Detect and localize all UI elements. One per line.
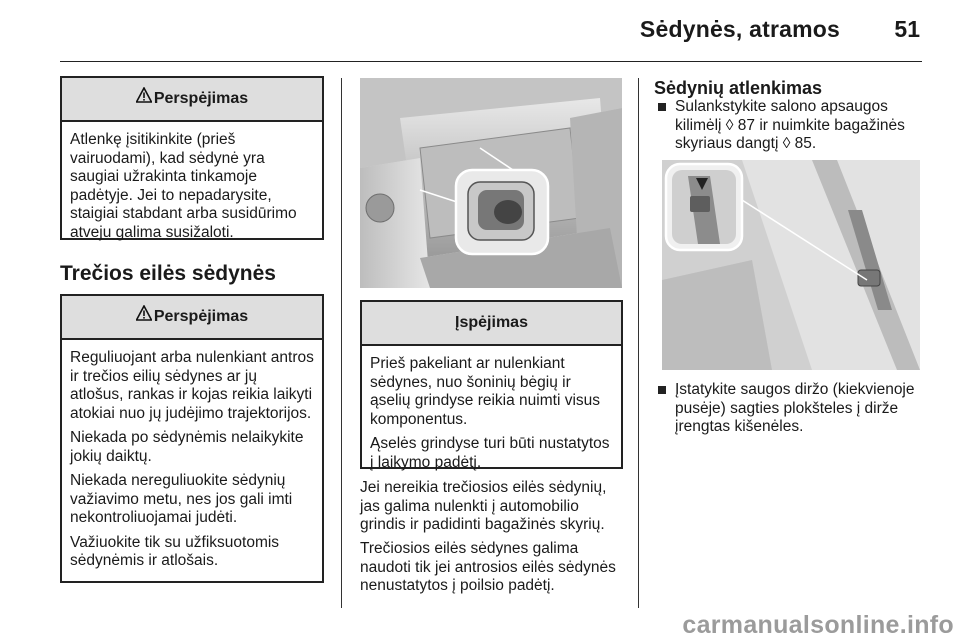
section-heading: Trečios eilės sėdynės <box>60 262 276 285</box>
warning-box-seat-lock <box>60 76 324 240</box>
seat-belt-illustration <box>662 160 920 370</box>
warning-box-third-row <box>60 294 324 583</box>
bullet-item <box>654 98 924 154</box>
bullet-text: Įstatykite saugos diržo (kiekvienoje pusėje) sagties plokšteles į dirže įrengtas kišenėles. <box>675 381 915 435</box>
warning-box-header <box>62 78 322 122</box>
warning-box-body <box>62 122 322 254</box>
body-paragraph: Trečiosios eilės sėdynes galima naudoti tik jei antrosios eilės sėdynės nenustatytos į poilsio padėtį. <box>360 540 616 594</box>
page-number: 51 <box>894 16 920 42</box>
seat-belt-drawing <box>662 160 920 370</box>
warning-text: Atlenkę įsitikinkite (prieš vairuodami), kad sėdynė yra saugiai užrakinta tinkamoje padėtyje. Jei to nepadarysite, staigiai stabdant arba susidūrimo atveju galima susižaloti. <box>70 131 297 241</box>
column-divider-right <box>638 78 639 608</box>
page-header-title: Sėdynės, atramos <box>639 16 840 42</box>
caution-title: Įspėjimas <box>455 314 528 331</box>
cargo-area-drawing <box>360 78 622 288</box>
bullet-text: Sulankstykite salono apsaugos kilimėlį ◊ 87 ir nuimkite bagažinės skyriaus dangtį ◊ 85. <box>675 98 905 152</box>
warning-title: Perspėjimas <box>153 90 249 107</box>
warning-box-header <box>62 296 322 340</box>
cargo-area-illustration <box>360 78 622 288</box>
caution-paragraph: Prieš pakeliant ar nulenkiant sėdynes, nuo šoninių bėgių ir ąselių grindyse reikia nuimti visus komponentus. <box>370 355 601 428</box>
warning-paragraph: Važiuokite tik su užfiksuotomis sėdynėmis ir atlošais. <box>70 533 280 569</box>
column-divider-left <box>341 78 342 608</box>
bullet-square-icon <box>658 386 666 394</box>
warning-paragraph: Niekada po sėdynėmis nelaikykite jokių daiktų. <box>70 429 304 465</box>
header-rule <box>60 61 922 62</box>
warning-title: Perspėjimas <box>153 308 249 325</box>
warning-box-body <box>62 340 322 583</box>
caution-box <box>360 300 623 469</box>
caution-paragraph: Ąselės grindyse turi būti nustatytos į laikymo padėtį. <box>370 435 610 471</box>
bullet-square-icon <box>658 103 666 111</box>
watermark: carmanualsonline.info <box>682 611 954 639</box>
subsection-heading: Sėdynių atlenkimas <box>654 78 823 98</box>
body-paragraph: Jei nereikia trečiosios eilės sėdynių, jas galima nulenkti į automobilio grindis ir padidinti bagažinės skyrių. <box>360 479 607 533</box>
caution-box-body <box>362 346 621 484</box>
bullet-item <box>654 381 929 437</box>
caution-box-header <box>362 302 621 346</box>
warning-paragraph: Niekada nereguliuokite sėdynių važiavimo metu, nes jos gali imti nekontroliuojamai judėti. <box>70 472 293 526</box>
warning-paragraph: Reguliuojant arba nulenkiant antros ir trečios eilių sėdynes ar jų atlošus, rankas ir kojas reikia laikyti atokiai nuo jų judėjimo trajektorijos. <box>70 349 314 422</box>
